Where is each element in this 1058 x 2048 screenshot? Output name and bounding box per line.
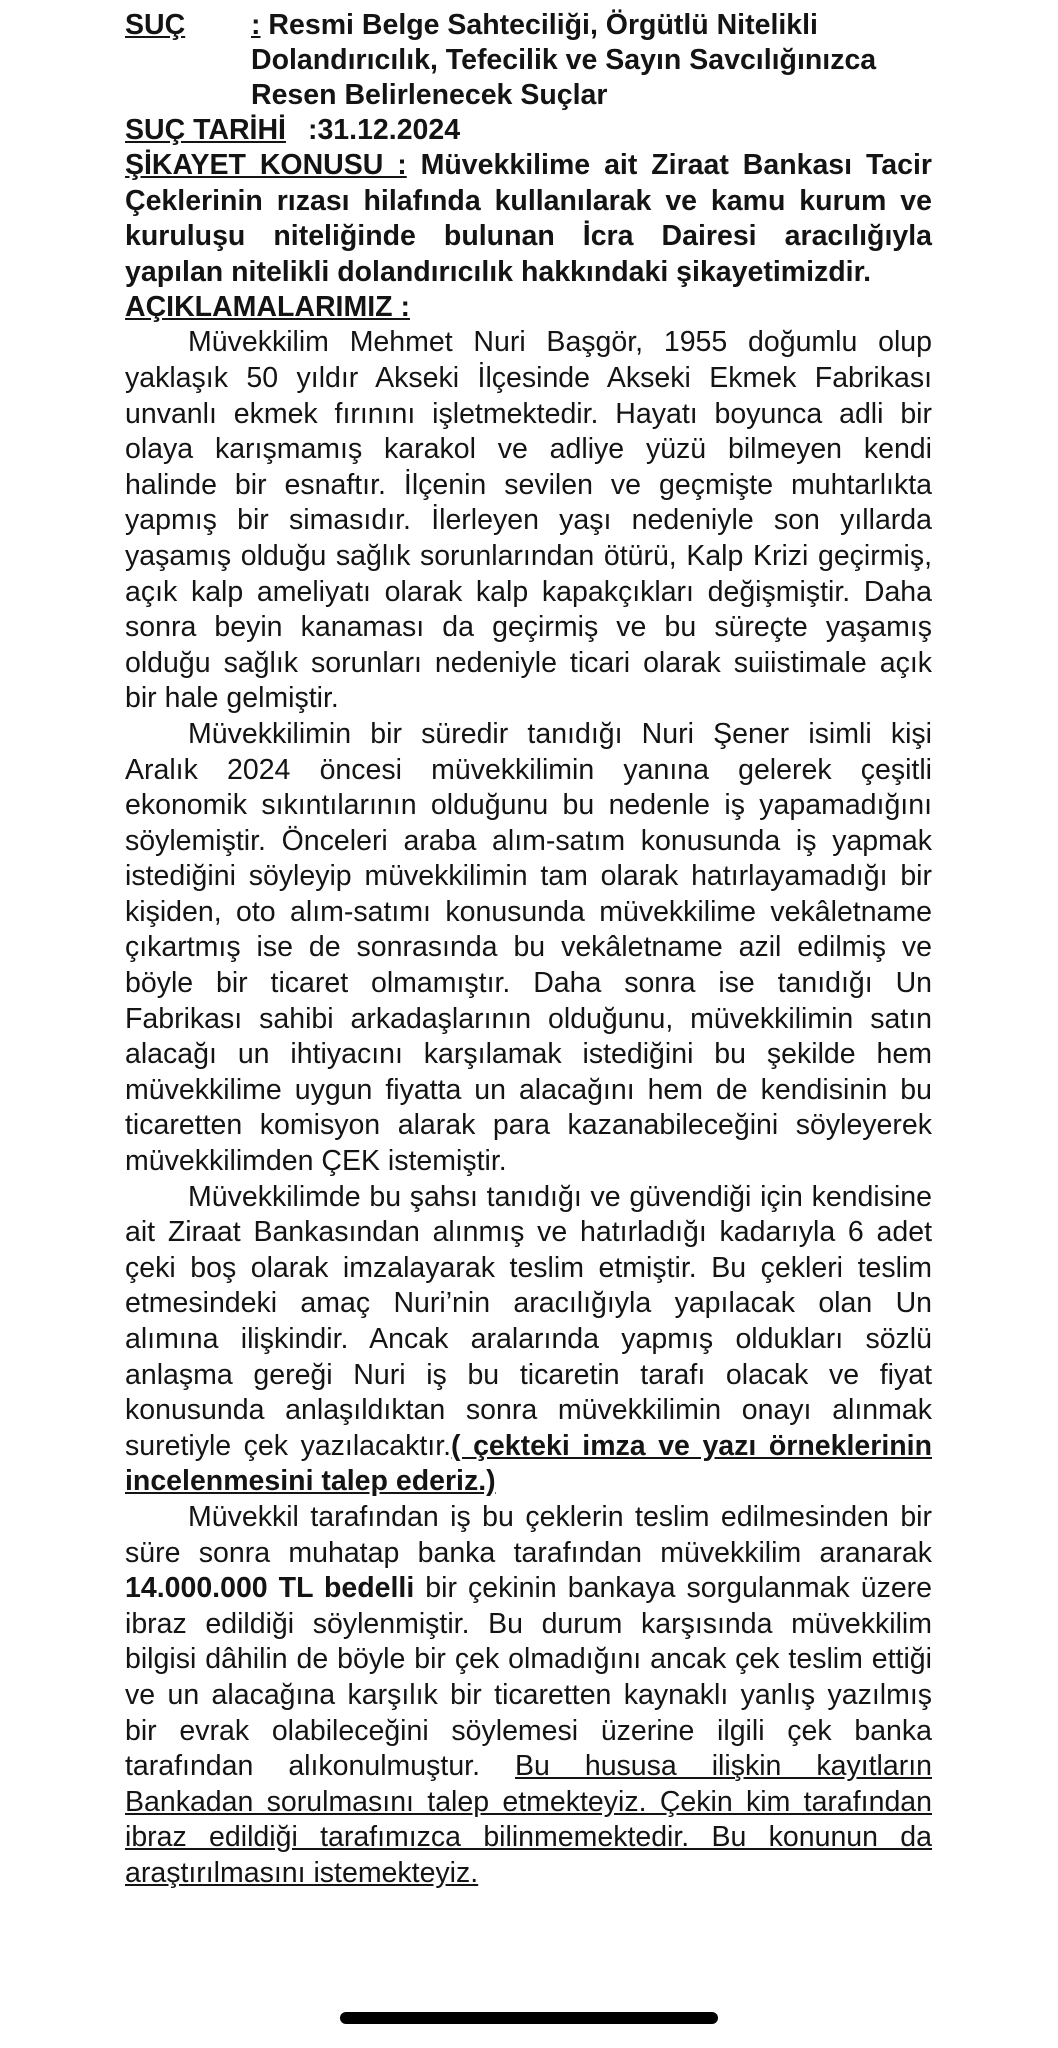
paragraph-4 xyxy=(125,1500,932,1892)
sikayet-konusu xyxy=(125,148,932,290)
paragraph-4-text-b: bir çekinin bankaya sorgulanmak üzere ibraz edildiği söylenmiştir. Bu durum karşısında müvekkilim bilgisi dâhilin de böyle bir çek olmadığını ancak çek teslim ettiği ve un alacağına karşılık bir ticaretten kaynaklı yanlış yazılmış bir evrak olabileceğini söylemesi üzerine ilgili çek banka tarafından alıkonulmuştur. xyxy=(125,1572,933,1783)
suc-row xyxy=(125,8,932,113)
aciklamalar-heading: AÇIKLAMALARIMIZ : xyxy=(125,291,410,324)
paragraph-4-request: Bu hususa ilişkin kayıtların Bankadan sorulmasını talep etmekteyiz. Çekin kim tarafından ibraz edildiği tarafımızca bilinmemektedir. Bu konunun da araştırılmasını istemekteyiz. xyxy=(125,1750,932,1889)
suc-tarihi-row xyxy=(125,113,932,148)
paragraph-4-amount: 14.000.000 TL bedelli xyxy=(125,1572,415,1605)
suc-text: : Resmi Belge Sahteciliği, Örgütlü Nitelikli Dolandırıcılık, Tefecilik ve Sayın Savcılığınızca Resen Belirlenecek Suçlar xyxy=(251,9,877,111)
suc-tarihi-value: :31.12.2024 xyxy=(307,114,461,146)
suc-tarihi-label: SUÇ TARİHİ xyxy=(125,114,286,146)
sikayet-konusu-text: Müvekkilime ait Ziraat Bankası Tacir Çeklerinin rızası hilafında kullanılarak ve kamu kurum ve kuruluşu niteliğinde bulunan İcra Dairesi aracılığıyla yapılan nitelikli dolandırıcılık hakkındaki şikayetimizdir. xyxy=(125,149,932,288)
paragraph-4-text-a: Müvekkil tarafından iş bu çeklerin teslim edilmesinden bir süre sonra muhatap banka tarafından müvekkilim aranarak xyxy=(125,1500,932,1569)
paragraph-3 xyxy=(125,1180,932,1500)
paragraph-2: Müvekkilimin bir süredir tanıdığı Nuri Şener isimli kişi Aralık 2024 öncesi müvekkilimin yanına gelerek çeşitli ekonomik sıkıntılarının olduğunu bu nedenle iş yapamadığını söylemiştir. Önceleri araba alım-satım konusunda iş yapmak istediğini söyleyip müvekkilimin tam olarak hatırlayamadığı bir kişiden, oto alım-satımı konusunda müvekkilime vekâletname çıkartmış ise de sonrasında bu vekâletname azil edilmiş ve böyle bir ticaret olmamıştır. Daha sonra ise tanıdığı Un Fabrikası sahibi arkadaşlarının olduğunu, müvekkilimin satın alacağı un ihtiyacını karşılamak istediğini bu şekilde hem müvekkilime uygun fiyatta un alacağını hem de kendisinin bu ticaretten komisyon alarak para kazanabileceğini söyleyerek müvekkilimden ÇEK istemiştir. xyxy=(125,717,932,1178)
paragraph-3-request: ( çekteki imza ve yazı örneklerinin incelenmesini talep ederiz.) xyxy=(125,1429,932,1498)
sikayet-konusu-label: ŞİKAYET KONUSU : xyxy=(125,149,407,181)
document-page xyxy=(125,8,932,1892)
home-indicator[interactable] xyxy=(340,2012,718,2024)
paragraph-1: Müvekkilim Mehmet Nuri Başgör, 1955 doğumlu olup yaklaşık 50 yıldır Akseki İlçesinde Akseki Ekmek Fabrikası unvanlı ekmek fırınını işletmektedir. Hayatı boyunca adli bir olaya karışmamış karakol ve adliye yüzü bilmeyen kendi halinde bir esnaftır. İlçenin sevilen ve geçmişte muhtarlıkta yapmış bir simasıdır. İlerleyen yaşı nedeniyle son yıllarda yaşamış olduğu sağlık sorunlarından ötürü, Kalp Krizi geçirmiş, açık kalp ameliyatı olarak kalp kapakçıkları değişmiştir. Daha sonra beyin kanaması da geçirmiş ve bu süreçte yaşamış olduğu sağlık sorunları nedeniyle ticari olarak suiistimale açık bir hale gelmiştir. xyxy=(125,326,932,715)
suc-label: SUÇ xyxy=(125,9,186,41)
paragraph-3-text: Müvekkilimde bu şahsı tanıdığı ve güvendiği için kendisine ait Ziraat Bankasından alınmış ve hatırladığı kadarıyla 6 adet çeki boş olarak imzalayarak teslim etmiştir. Bu çekleri teslim etmesindeki amaç Nuri’nin aracılığıyla yapılacak olan Un alımına ilişkindir. Ancak aralarında yapmış oldukları sözlü anlaşma gereği Nuri iş bu ticaretin tarafı olacak ve fiyat konusunda anlaşıldıktan sonra müvekkilimin onayı alınmak suretiyle çek yazılacaktır. xyxy=(125,1180,932,1462)
